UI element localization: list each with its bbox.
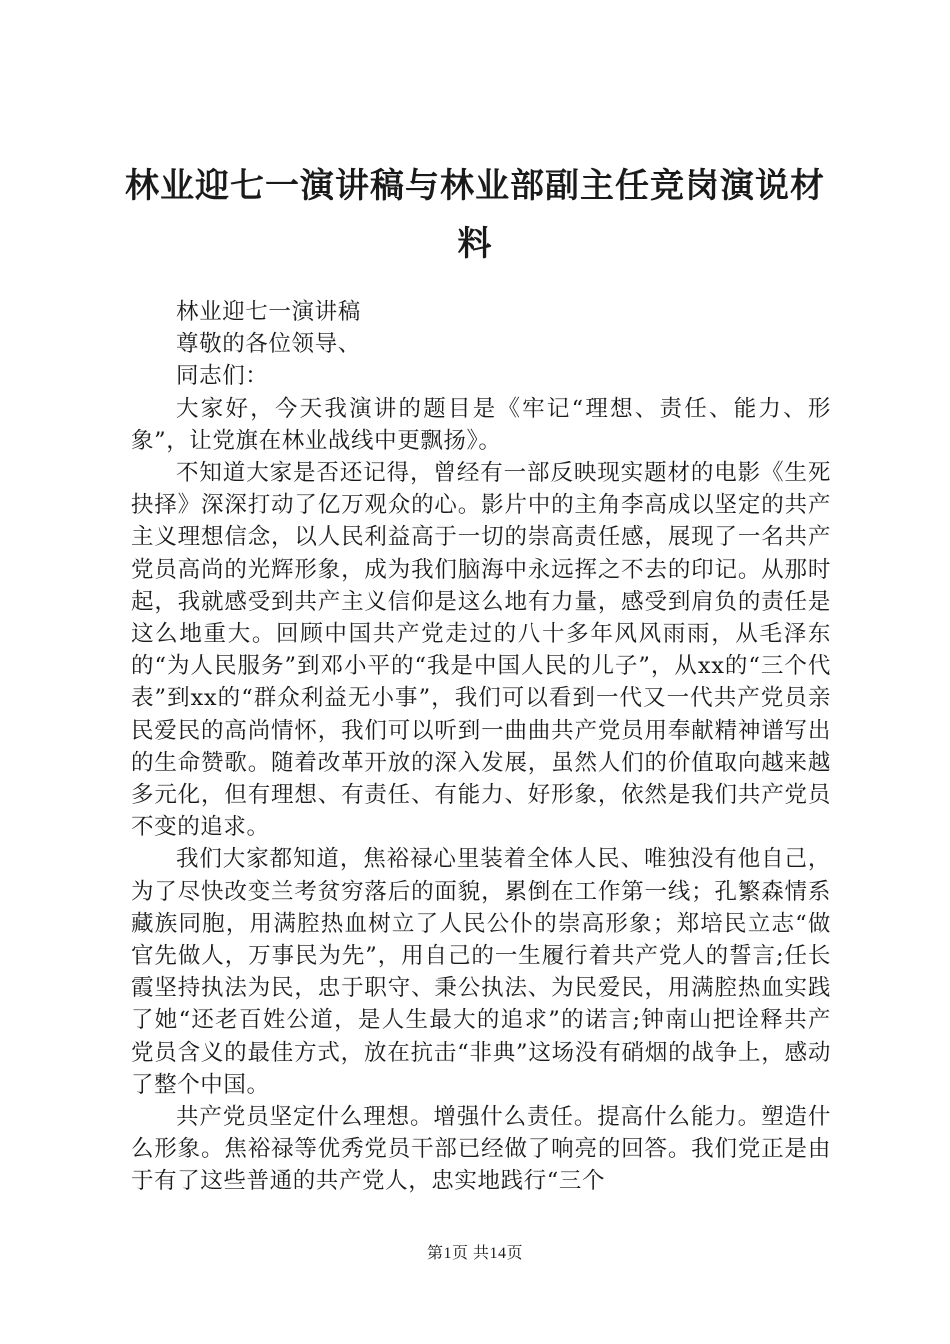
page-footer: 第1页 共14页	[426, 1245, 523, 1262]
document-title: 林业迎七一演讲稿与林业部副主任竞岗演说材料	[125, 166, 825, 264]
document-body	[131, 296, 831, 1198]
paragraph-salutation: 尊敬的各位领导、	[176, 331, 361, 358]
paragraph: 不知道大家是否还记得，曾经有一部反映现实题材的电影《生死抉择》深深打动了亿万观众的心。影片中的主角李高成以坚定的共产主义理想信念，以人民利益高于一切的崇高责任感，展现了一名共产党员高尚的光辉形象，成为我们脑海中永远挥之不去的印记。从那时起，我就感受到共产主义信仰是这么地有力量，感受到肩负的责任是这么地重大。回顾中国共产党走过的八十多年风风雨雨，从毛泽东的“为人民服务”到邓小平的“我是中国人民的儿子”，从xx的“三个代表”到xx的“群众利益无小事”，我们可以看到一代又一代共产党员亲民爱民的高尚情怀，我们可以听到一曲曲共产党员用奉献精神谱写出的生命赞歌。随着改革开放的深入发展，虽然人们的价值取向越来越多元化，但有理想、有责任、有能力、好形象，依然是我们共产党员不变的追求。	[131, 460, 831, 841]
paragraph: 我们大家都知道，焦裕禄心里装着全体人民、唯独没有他自己，为了尽快改变兰考贫穷落后的面貌，累倒在工作第一线；孔繁森情系藏族同胞，用满腔热血树立了人民公仆的崇高形象；郑培民立志“做官先做人，万事民为先”，用自己的一生履行着共产党人的誓言;任长霞坚持执法为民，忠于职守、秉公执法、为民爱民，用满腔热血实践了她“还老百姓公道，是人生最大的追求”的诺言;钟南山把诠释共产党员含义的最佳方式，放在抗击“非典”这场没有硝烟的战争上，感动了整个中国。	[131, 846, 831, 1098]
paragraph-heading: 林业迎七一演讲稿	[176, 299, 361, 325]
paragraph: 共产党员坚定什么理想。增强什么责任。提高什么能力。塑造什么形象。焦裕禄等优秀党员干部已经做了响亮的回答。我们党正是由于有了这些普通的共产党人，忠实地践行“三个	[131, 1104, 831, 1195]
paragraph-salutation-2: 同志们：	[176, 363, 269, 390]
paragraph-intro: 大家好，今天我演讲的题目是《牢记“理想、责任、能力、形象”，让党旗在林业战线中更飘扬》。	[131, 395, 831, 454]
